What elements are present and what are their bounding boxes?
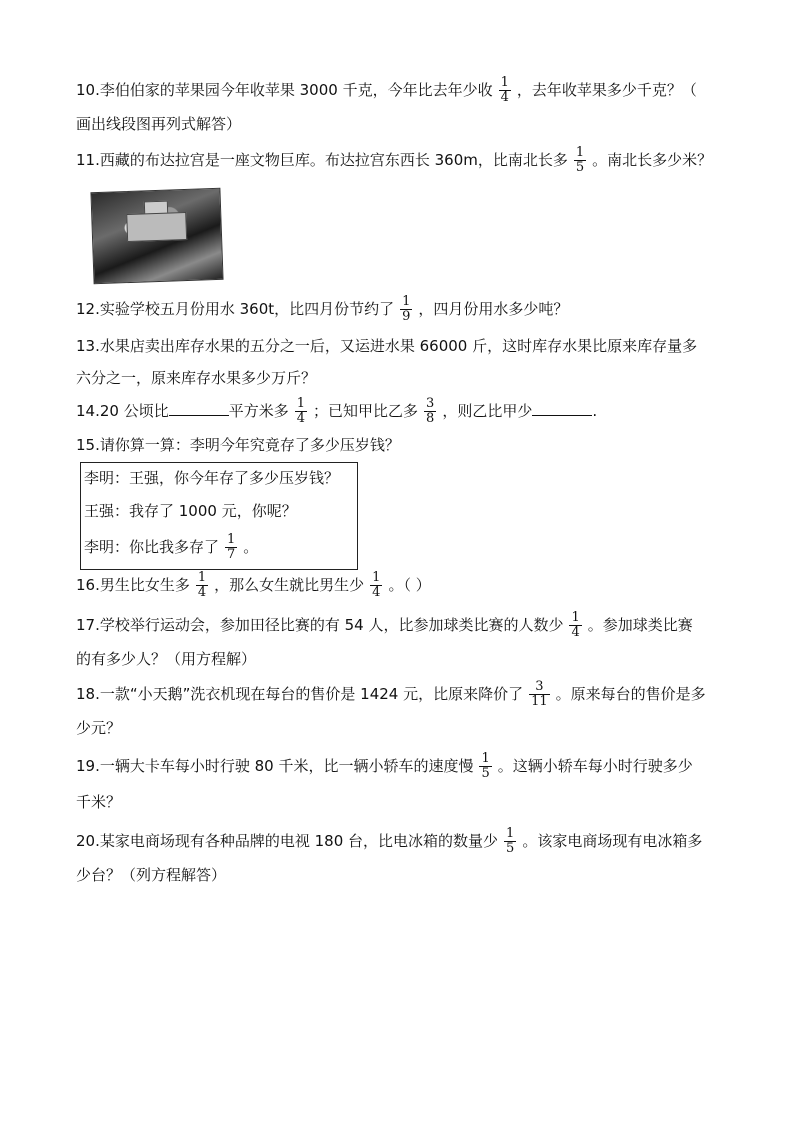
dialog-line: 王强：我存了 1000 元，你呢？ xyxy=(84,502,297,520)
question-15: 15.请你算一算：李明今年究竟存了多少压岁钱？ xyxy=(76,436,400,454)
question-text: 10.李伯伯家的苹果园今年收苹果 3000 千克，今年比去年少收 xyxy=(76,81,493,99)
dialog-line: 李明：你比我多存了 $\frac{1}{7}$ 。 xyxy=(84,532,259,562)
question-10 xyxy=(76,73,726,107)
question-18-line2: 少元？ xyxy=(76,719,122,737)
question-text: ，去年收苹果多少千克？（ xyxy=(516,81,697,99)
question-17: 17.学校举行运动会，参加田径比赛的有 54 人，比参加球类比赛的人数少 $\frac{1}{4}$ 。参加球类比赛 xyxy=(76,610,693,640)
question-20-line2: 少台？（列方程解答） xyxy=(76,866,227,884)
question-19-line2: 千米？ xyxy=(76,793,122,811)
question-11: 11.西藏的布达拉宫是一座文物巨库。布达拉宫东西长 360m，比南北长多 $\frac{1}{5}$ 。南北长多少米？ xyxy=(76,145,713,175)
answer-blank[interactable] xyxy=(532,399,592,416)
question-12: 12.实验学校五月份用水 360t，比四月份节约了 $\frac{1}{9}$ ，四月份用水多少吨？ xyxy=(76,294,569,324)
potala-palace-photo xyxy=(90,188,223,284)
dialog-line: 李明：王强，你今年存了多少压岁钱？ xyxy=(84,469,340,487)
fraction: $\frac{1}{9}$ xyxy=(402,294,411,324)
question-20: 20.某家电商场现有各种品牌的电视 180 台，比电冰箱的数量少 $\frac{1}{5}$ 。该家电商场现有电冰箱多 xyxy=(76,826,703,856)
fraction: $\frac{1}{4}$ xyxy=(372,570,381,600)
dialog-box xyxy=(80,462,358,570)
fraction: $\frac{1}{7}$ xyxy=(227,532,236,562)
question-13-line2: 六分之一，原来库存水果多少万斤？ xyxy=(76,369,317,387)
fraction: $\frac{1}{4}$ xyxy=(296,396,306,426)
fraction: $\frac{3}{11}$ xyxy=(531,679,548,709)
question-14: 14.20 公顷比 平方米多 $\frac{1}{4}$ ；已知甲比乙多 $\frac{3}{8}$ ，则乙比甲少 . xyxy=(76,396,598,426)
fraction: $\frac{1}{4}$ xyxy=(571,610,580,640)
fraction: $\frac{1}{4}$ xyxy=(197,570,207,600)
question-13: 13.水果店卖出库存水果的五分之一后，又运进水果 66000 斤，这时库存水果比原来库存量多 xyxy=(76,337,698,355)
fraction: $\frac{1}{5}$ xyxy=(481,751,490,781)
answer-parentheses[interactable]: 。（ ） xyxy=(388,576,431,594)
answer-blank[interactable] xyxy=(169,399,229,416)
question-17-line2: 的有多少人？（用方程解） xyxy=(76,650,257,668)
fraction: $\frac{1}{5}$ xyxy=(506,826,515,856)
fraction: $\frac{1}{5}$ xyxy=(575,145,585,175)
fraction: $\frac{1}{4}$ xyxy=(500,75,509,105)
question-19: 19.一辆大卡车每小时行驶 80 千米，比一辆小轿车的速度慢 $\frac{1}{5}$ 。这辆小轿车每小时行驶多少 xyxy=(76,751,693,781)
fraction: $\frac{3}{8}$ xyxy=(426,396,435,426)
question-10-line2: 画出线段图再列式解答） xyxy=(76,115,242,133)
question-16: 16.男生比女生多 $\frac{1}{4}$ ，那么女生就比男生少 $\frac{1}{4}$ 。（ ） xyxy=(76,570,431,600)
question-18: 18.一款“小天鹅”洗衣机现在每台的售价是 1424 元，比原来降价了 $\frac{3}{11}$ 。原来每台的售价是多 xyxy=(76,679,706,709)
